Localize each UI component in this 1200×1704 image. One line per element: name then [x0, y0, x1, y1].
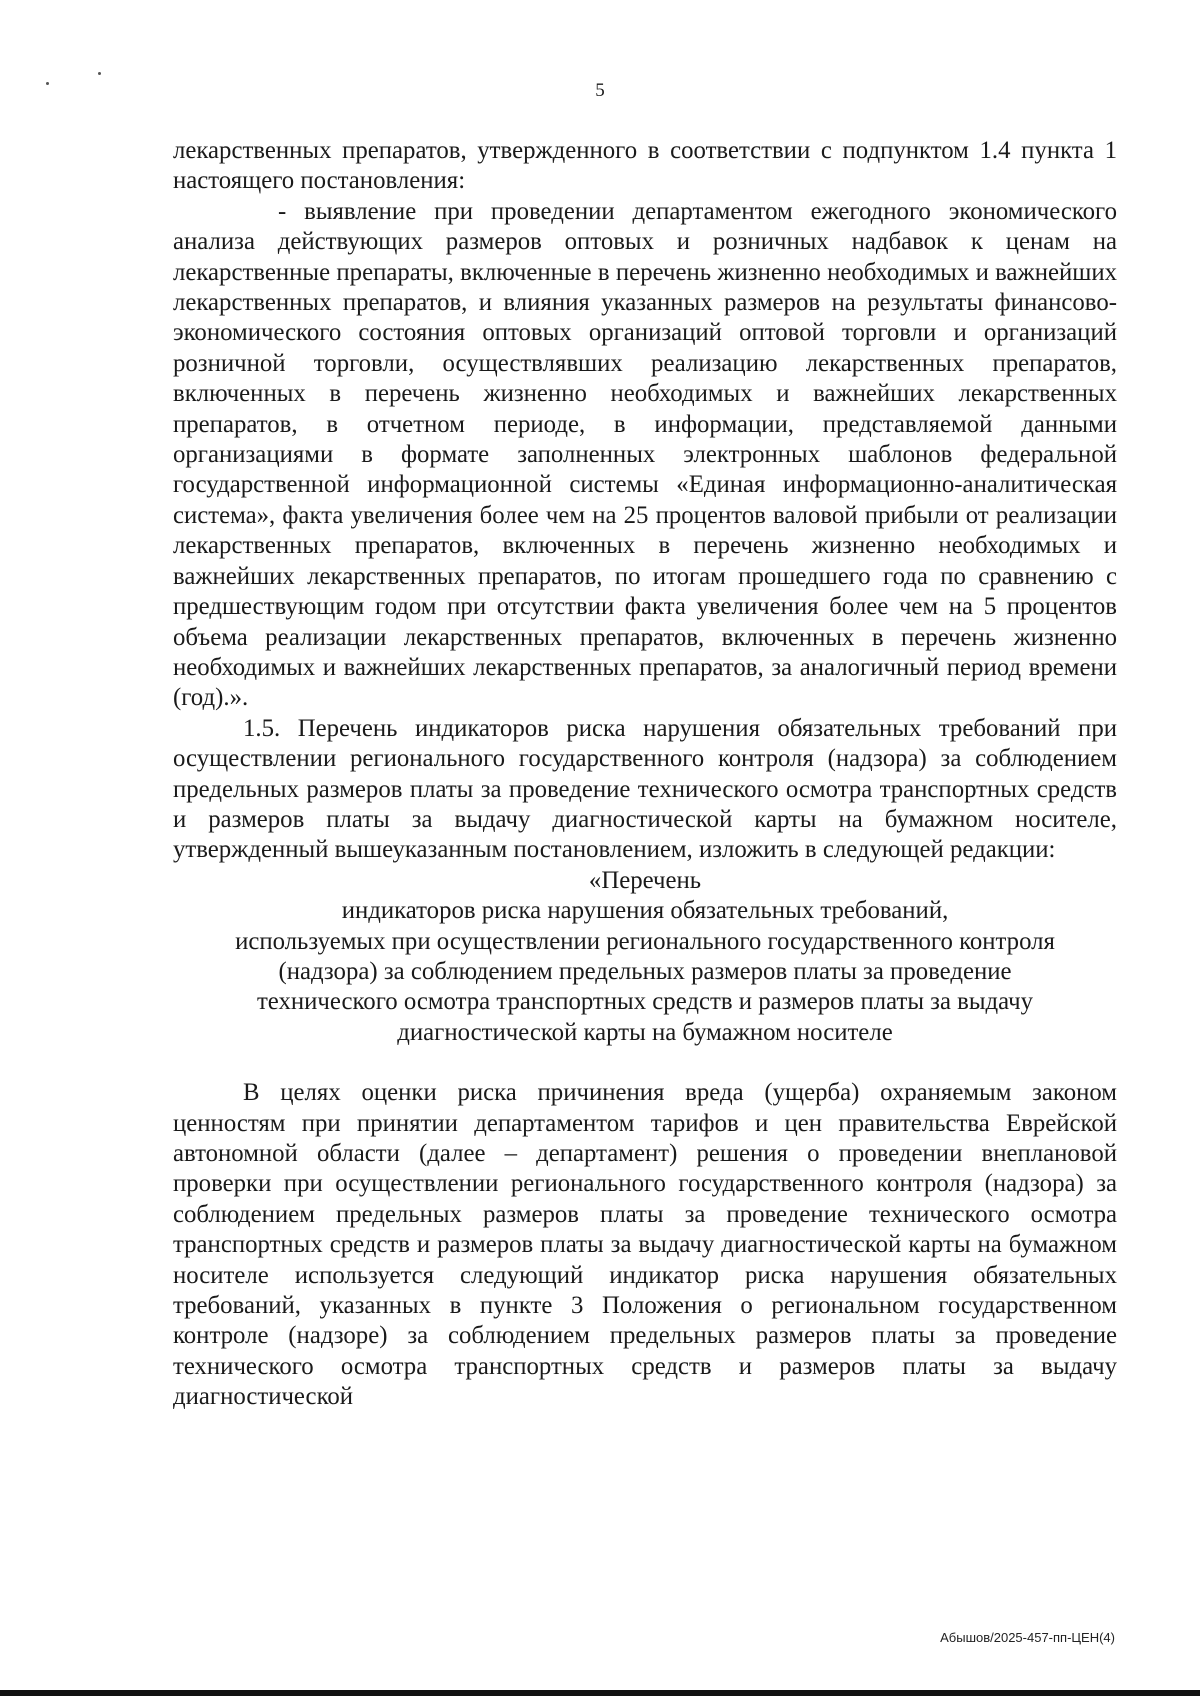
list-title-line: «Перечень — [588, 866, 702, 894]
paragraph-section-1-5: 1.5. Перечень индикаторов риска нарушения обязательных требований при осуществлении регионального государственного контроля (надзора) за соблюдением предельных размеров платы за проведение технического осмотра транспортных средств и размеров платы за выдачу диагностической карты на бумажном носителе, утвержденный вышеуказанным постановлением, изложить в следующей редакции: — [173, 714, 1117, 864]
list-title-line: индикаторов риска нарушения обязательных требований, — [341, 897, 949, 925]
paragraph-list-item: - выявление при проведении департаментом ежегодного экономического анализа действующих размеров оптовых и розничных надбавок к ценам на лекарственные препараты, включенные в перечень жизненно необходимых и важнейших лекарственных препаратов, и влияния указанных размеров на результаты финансово-экономического состояния оптовых организаций оптовой торговли и организаций розничной торговли, осуществлявших реализацию лекарственных препаратов, включенных в перечень жизненно необходимых и важнейших лекарственных препаратов, в отчетном периоде, в информации, представляемой данными организациями в формате заполненных электронных шаблонов федеральной государственной информационной системы «Единая информационно-аналитическая система», факта увеличения более чем на 25 процентов валовой прибыли от реализации лекарственных препаратов, включенных в перечень жизненно необходимых и важнейших лекарственных препаратов, по итогам прошедшего года по сравнению с предшествующим годом при отсутствии факта увеличения более чем на 5 процентов объема реализации лекарственных препаратов, включенных в перечень жизненно необходимых и важнейших лекарственных препаратов, за аналогичный период времени (год).». — [173, 197, 1117, 712]
paragraph-risk-assessment: В целях оценки риска причинения вреда (ущерба) охраняемым законом ценностям при принятии департаментом тарифов и цен правительства Еврейской автономной области (далее – департамент) решения о проведении внеплановой проверки при осуществлении регионального государственного контроля (надзора) за соблюдением предельных размеров платы за проведение технического осмотра транспортных средств и размеров платы за выдачу диагностической карты на бумажном носителе используется следующий индикатор риска нарушения обязательных требований, указанных в пункте 3 Положения о региональном государственном контроле (надзоре) за соблюдением предельных размеров платы за проведение технического осмотра транспортных средств и размеров платы за выдачу диагностической — [173, 1079, 1117, 1411]
scan-speck — [98, 72, 101, 75]
list-title-line: диагностической карты на бумажном носителе — [397, 1018, 893, 1046]
list-title-line: (надзора) за соблюдением предельных размеров платы за проведение — [278, 957, 1012, 985]
paragraph-continuation: лекарственных препаратов, утвержденного в соответствии с подпунктом 1.4 пункта 1 настоящего постановления: — [173, 137, 1117, 195]
document-body — [173, 136, 1117, 1413]
spacer — [173, 1048, 1117, 1078]
document-code: Абышов/2025-457-пп-ЦЕН(4) — [940, 1630, 1115, 1645]
list-title-line: технического осмотра транспортных средств и размеров платы за выдачу — [256, 988, 1034, 1016]
list-title-line: используемых при осуществлении регионального государственного контроля — [235, 927, 1055, 955]
page-number: 5 — [595, 80, 605, 101]
scan-bottom-edge — [0, 1690, 1200, 1696]
